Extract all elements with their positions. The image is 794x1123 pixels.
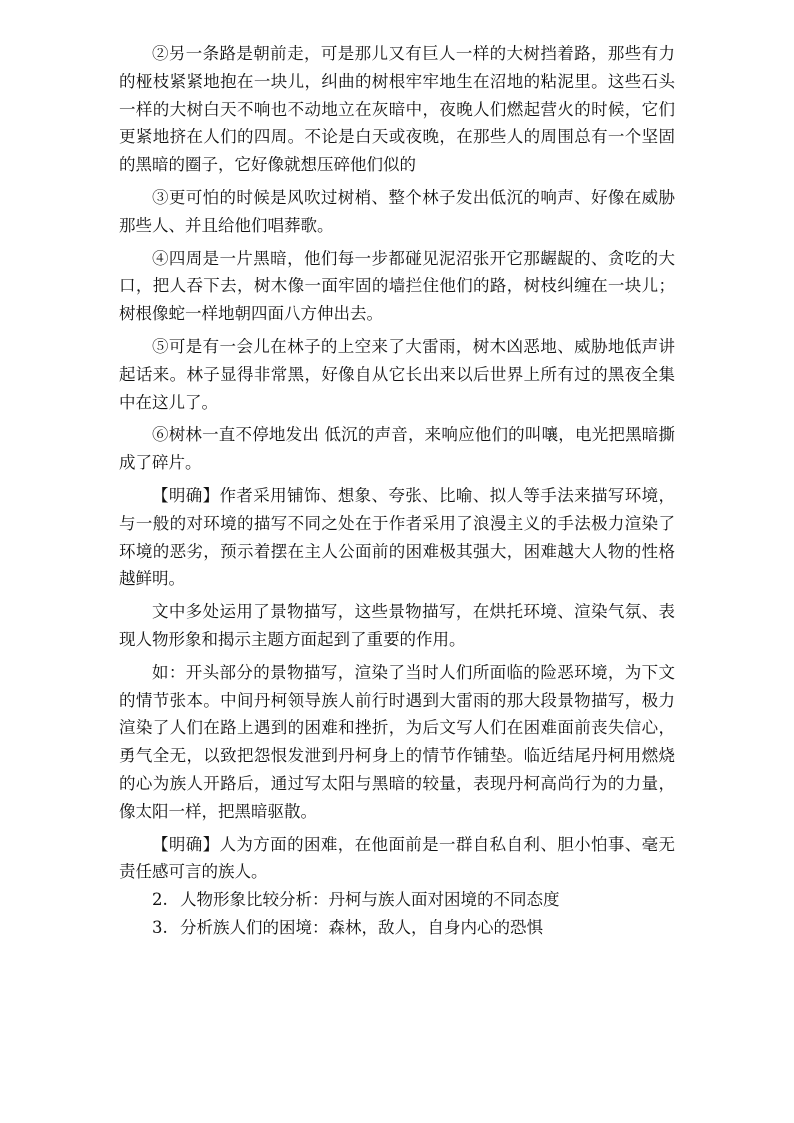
paragraph-clarification-people: 【明确】人为方面的困难，在他面前是一群自私自利、胆小怕事、毫无责任感可言的族人。 [119,834,675,882]
list-item-character-comparison [119,886,675,914]
paragraph-darkness-swamp: ④四周是一片黑暗，他们每一步都碰见泥沼张开它那龌龊的、贪吃的大口，把人吞下去，树木像一面牢固的墙拦住他们的路，树枝纠缠在一块儿；树根像蛇一样地朝四面八方伸出去。 [119,248,675,324]
paragraph-scene-description: 文中多处运用了景物描写，这些景物描写，在烘托环境、渲染气氛、表现人物形象和揭示主题方面起到了重要的作用。 [119,602,675,649]
paragraph-lightning: ⑥树林一直不停地发出 低沉的声音，来响应他们的叫嚷，电光把黑暗撕成了碎片。 [119,425,675,473]
paragraph-wind-in-trees: ③更可怕的时候是风吹过树梢、整个林子发出低沉的响声、好像在威胁那些人、并且给他们唱葬歌。 [119,187,675,235]
paragraph-clarification-environment: 【明确】作者采用铺饰、想象、夸张、比喻、拟人等手法来描写环境，与一般的对环境的描写不同之处在于作者采用了浪漫主义的手法极力渲染了环境的恶劣，预示着摆在主人公面前的困难极其强大，困难越大人物的性格越鲜明。 [119,485,675,589]
document-page [119,40,675,942]
list-number: 3. [152,917,168,937]
list-number: 2. [152,890,168,910]
list-text: 人物形象比较分析：丹柯与族人面对困境的不同态度 [180,890,560,910]
list-text: 分析族人们的困境：森林，敌人，自身内心的恐惧 [180,917,543,937]
paragraph-road-forward: ②另一条路是朝前走，可是那儿又有巨人一样的大树挡着路，那些有力的桠枝紧紧地抱在一块儿，纠曲的树根牢牢地生在沼地的粘泥里。这些石头一样的大树白天不响也不动地立在灰暗中，夜晚人们燃起营火的时候，它们更紧地挤在人们的四周。不论是白天或夜晚，在那些人的周围总有一个坚固的黑暗的圈子，它好像就想压碎他们似的 [119,44,675,175]
paragraph-thunderstorm: ⑤可是有一会儿在林子的上空来了大雷雨，树木凶恶地、威胁地低声讲起话来。林子显得非常黑，好像自从它长出来以后世界上所有过的黑夜全集中在这儿了。 [119,336,675,412]
paragraph-example-analysis: 如：开头部分的景物描写，渲染了当时人们所面临的险恶环境，为下文的情节张本。中间丹柯领导族人前行时遇到大雷雨的那大段景物描写，极力渲染了人们在路上遇到的困难和挫折，为后文写人们在困难面前丧失信心，勇气全无，以致把怨恨发泄到丹柯身上的情节作铺垫。临近结尾丹柯用燃烧的心为族人开路后，通过写太阳与黑暗的较量，表现丹柯高尚行为的力量，像太阳一样，把黑暗驱散。 [119,662,675,821]
list-item-dilemma-analysis [119,914,675,942]
